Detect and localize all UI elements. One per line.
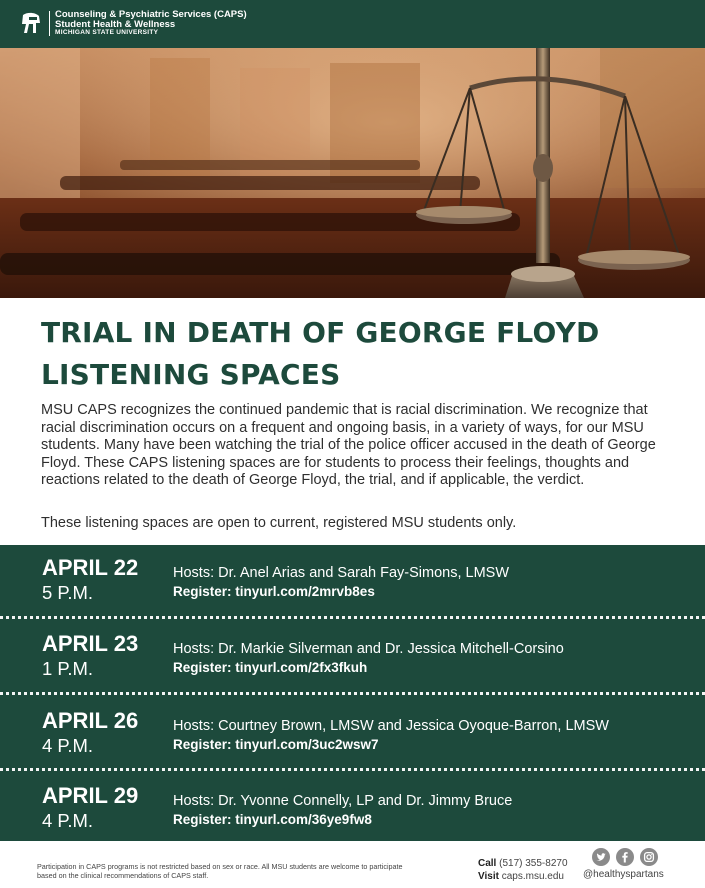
session-register-link[interactable]: Register: tinyurl.com/2mrvb8es: [173, 584, 375, 599]
courtroom-scales-image: [0, 48, 705, 298]
sessions-panel: [0, 545, 705, 841]
brand-text: [55, 10, 247, 37]
intro-paragraph: MSU CAPS recognizes the continued pandemic that is racial discrimination. We recognize that racial discrimination occurs on a frequent and ongoing basis, in a variety of ways, for our MSU students. Many have been watching the trial of the police officer accused in the death of George Floyd. These CAPS listening spaces are for students to process their feelings, thoughts and reactions related to the death of George Floyd, the trial, and if applicable, the verdict.: [41, 402, 656, 488]
session-april-22: [0, 545, 705, 619]
page-title: [41, 312, 681, 396]
visit-label: Visit: [478, 871, 499, 882]
session-register-link[interactable]: Register: tinyurl.com/2fx3fkuh: [173, 660, 368, 675]
header-bar: [0, 0, 705, 48]
session-date: APRIL 29: [42, 783, 139, 808]
brand-divider: [49, 11, 50, 36]
session-time: 5 P.M.: [42, 582, 94, 603]
session-date: APRIL 26: [42, 708, 139, 733]
session-divider: [0, 692, 705, 695]
session-hosts: Hosts: Dr. Yvonne Connelly, LP and Dr. Jimmy Bruce: [173, 793, 513, 809]
session-april-29: [0, 773, 705, 847]
call-label: Call: [478, 858, 497, 869]
session-time: 4 P.M.: [42, 735, 94, 756]
session-april-23: [0, 621, 705, 695]
footer-disclaimer: Participation in CAPS programs is not restricted based on sex or race. All MSU students are welcome to participate based on the clinical recommendations of CAPS staff.: [37, 862, 403, 880]
session-register-link[interactable]: Register: tinyurl.com/3uc2wsw7: [173, 737, 379, 752]
session-hosts: Hosts: Dr. Markie Silverman and Dr. Jessica Mitchell-Corsino: [173, 641, 564, 657]
phone-number[interactable]: (517) 355-8270: [499, 858, 568, 869]
session-register-link[interactable]: Register: tinyurl.com/36ye9fw8: [173, 812, 372, 827]
brand-line-shw: Student Health & Wellness: [55, 18, 176, 30]
instagram-icon[interactable]: [640, 848, 658, 866]
title-line-1: TRIAL IN DEATH OF GEORGE FLOYD: [41, 316, 600, 349]
contact-visit: [478, 870, 568, 883]
session-hosts: Hosts: Courtney Brown, LMSW and Jessica Oyoque-Barron, LMSW: [173, 718, 609, 734]
social-handle[interactable]: @healthyspartans: [583, 869, 664, 880]
session-date: APRIL 22: [42, 555, 139, 580]
session-time: 1 P.M.: [42, 658, 94, 679]
website-link[interactable]: caps.msu.edu: [501, 871, 564, 882]
eligibility-note: These listening spaces are open to current, registered MSU students only.: [41, 515, 517, 531]
session-divider: [0, 616, 705, 619]
twitter-icon[interactable]: [592, 848, 610, 866]
session-divider: [0, 768, 705, 771]
hero-image: [0, 48, 705, 298]
contact-block: [478, 857, 568, 883]
session-april-26: [0, 698, 705, 772]
facebook-icon[interactable]: [616, 848, 634, 866]
spartan-helmet-icon: [19, 11, 43, 38]
brand-line-caps: Counseling & Psychiatric Services (CAPS): [55, 9, 247, 20]
title-line-2: LISTENING SPACES: [41, 358, 341, 391]
contact-call: [478, 857, 568, 870]
brand-line-msu: MICHIGAN STATE UNIVERSITY: [55, 28, 159, 36]
session-hosts: Hosts: Dr. Anel Arias and Sarah Fay-Simons, LMSW: [173, 565, 510, 581]
session-date: APRIL 23: [42, 631, 139, 656]
session-time: 4 P.M.: [42, 810, 94, 831]
